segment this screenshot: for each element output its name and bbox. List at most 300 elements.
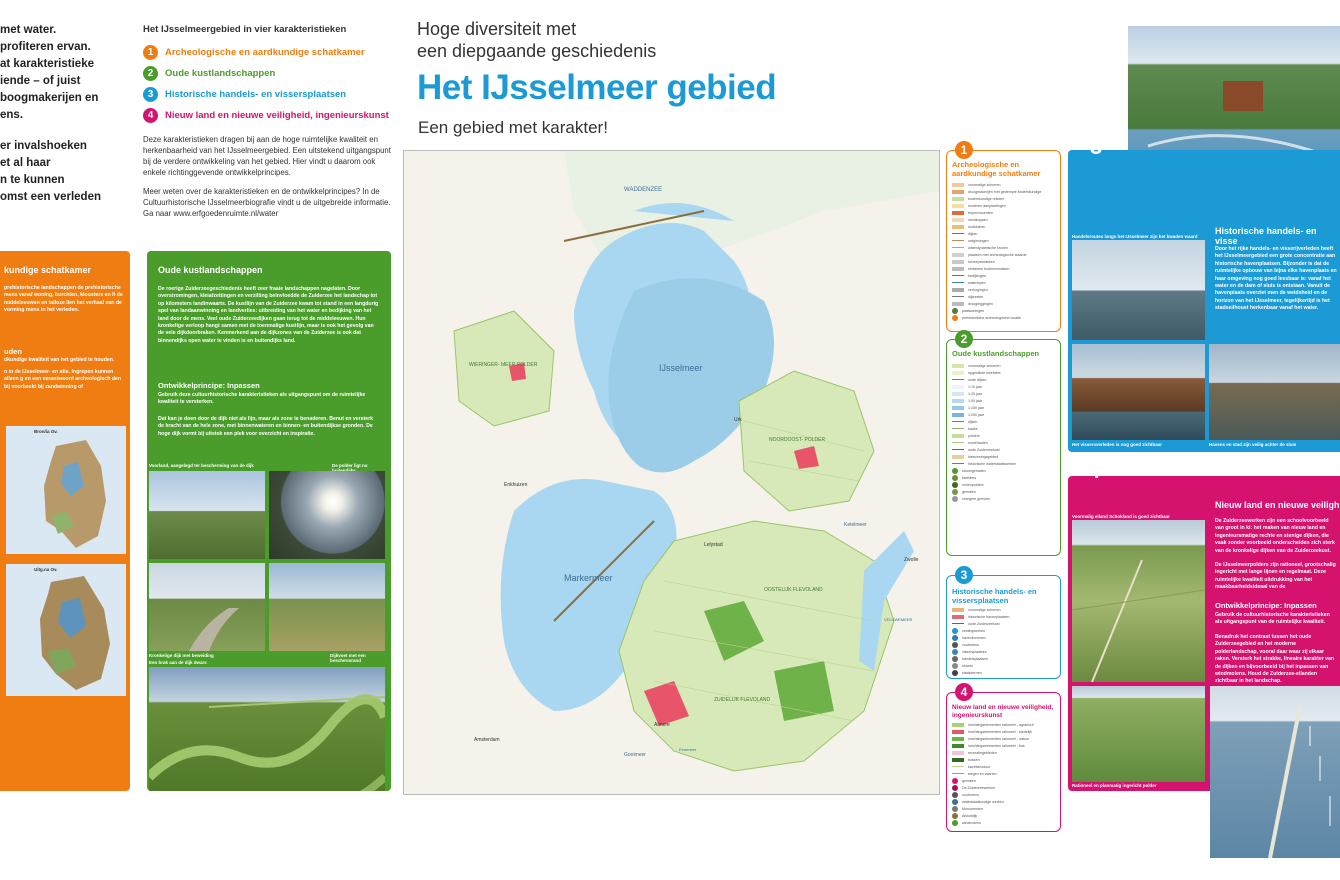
legend-row [952, 404, 1016, 411]
legend-label: gemalen [962, 489, 976, 494]
characteristics-list [143, 42, 393, 126]
legend-label: bossen [968, 757, 980, 762]
map-label: IJsselmeer [659, 363, 703, 373]
legend-title: Archeologische en aardkundige schatkamer [952, 160, 1041, 178]
legend-swatch [952, 379, 964, 380]
legend-row [952, 300, 1041, 307]
legend-swatch [952, 663, 958, 669]
legend-label: vroegere grenzen [962, 496, 991, 501]
legend-row [952, 195, 1041, 202]
legend-rows [952, 181, 1041, 321]
legend-row [952, 669, 1010, 676]
legend-row [952, 272, 1041, 279]
legend-label: 1:10 jaar [968, 384, 982, 389]
legend-row [952, 286, 1041, 293]
number-badge: 2 [143, 66, 158, 81]
legend-swatch [952, 449, 964, 450]
legend-label: prehistorische archeologische locatie [962, 315, 1021, 320]
characteristic-label: Oude kustlandschappen [165, 68, 276, 79]
legend-row [952, 279, 1041, 286]
legend-row [952, 620, 1010, 627]
legend-swatch [952, 190, 964, 194]
legend-swatch [952, 806, 958, 812]
legend-label: waterlopen [968, 280, 986, 285]
legend-label: voormalige schorren [968, 607, 1001, 612]
legend-swatch [952, 247, 964, 248]
legend-new-land [946, 685, 1061, 832]
legend-row [952, 791, 1034, 798]
legend-row [952, 202, 1041, 209]
legend-row [952, 749, 1034, 756]
legend-label: vuurtorens [962, 642, 979, 647]
legend-row [952, 460, 1016, 467]
legend-swatch [952, 468, 958, 474]
photo-harbour-1 [1072, 240, 1205, 340]
map-label: WIERINGER- MEER POLDER [469, 362, 538, 368]
number-badge: 3 [143, 87, 158, 102]
legend-row [952, 376, 1016, 383]
historic-map-2 [6, 564, 126, 696]
photo-polder [269, 471, 385, 559]
legend-swatch [952, 730, 964, 734]
legend-row [952, 662, 1010, 669]
legend-label: waterdynamische kronen [968, 245, 1008, 250]
legend-swatch [952, 482, 958, 488]
legend-swatch [952, 296, 964, 297]
legend-swatch [952, 758, 964, 762]
legend-swatch [952, 744, 964, 748]
characteristic-label: Archeologische en aardkundige schatkamer [165, 47, 365, 58]
legend-label: oude dijken [968, 377, 987, 382]
legend-label: historische havenplaatsen [968, 614, 1010, 619]
characteristic-item-2 [143, 63, 393, 84]
map-label: Amsterdam [474, 737, 500, 743]
legend-swatch [952, 364, 964, 368]
characteristic-label: Historische handels- en vissersplaatsen [165, 89, 347, 100]
legend-label: scheepswrakken [968, 259, 995, 264]
legend-row [952, 735, 1034, 742]
legend-label: Monumenten [962, 806, 983, 811]
legend-label: molenpolders [962, 482, 984, 487]
historic-map-1 [6, 426, 126, 554]
legend-row [952, 613, 1010, 620]
legend-label: dijken [968, 419, 978, 424]
legend-label: oude Zuiderzeekust [968, 447, 1000, 452]
photo-caption: Havens en stad zijn veilig achter de sluis [1209, 442, 1297, 447]
legend-label: vuurtorens [962, 792, 979, 797]
photo-polder-aerial [1072, 686, 1205, 782]
legend-row [952, 812, 1034, 819]
intro-line: omst een verleden [0, 191, 101, 203]
map-caption: Uitg.na Ov. [34, 567, 58, 572]
legend-label: wegen en vaarten [968, 771, 997, 776]
photo-harbour-3 [1209, 344, 1340, 440]
photo-caption: Kronkelige dijk met beweiding [149, 653, 214, 658]
legend-row [952, 655, 1010, 662]
map-label: Gooimeer [624, 752, 646, 758]
panel-text: prehistorische landschappen de prehistorische mens vanaf woning, burchten, kloosters en lt de middeleeuwen en talloze llen het verhaal van de vorming mens in het verleden. [4, 285, 123, 314]
photo-caption: Voormalig eiland Schokland is goed zichtbaar [1072, 514, 1170, 519]
legend-title: Historische handels- en vissersplaatsen [952, 587, 1037, 605]
map-svg [404, 151, 939, 794]
legend-swatch [952, 628, 958, 634]
panel-harbours [1068, 150, 1340, 452]
legend-swatch [952, 288, 964, 292]
characteristics-heading: Het IJsselmeergebied in vier karakteristieken [143, 24, 347, 35]
legend-swatch [952, 399, 964, 403]
characteristic-item-4 [143, 105, 393, 126]
map-label: ZUIDELIJK FLEVOLAND [714, 697, 771, 703]
legend-row [952, 721, 1034, 728]
legend-label: stoomgemalen [962, 468, 986, 473]
legend-swatch [952, 315, 958, 321]
panel-text: De Zuiderzeewerken zijn een schoolvoorbeeld van groot in ki: het maken van nieuw land en ingenieursmatige rechte en stenige dijken, die vaak zonder voorbeeld onderscheiden zich sterk van de kronkelige dijken van de Zuiderzeekust. [1215, 518, 1335, 554]
characteristic-item-1 [143, 42, 393, 63]
legend-row [952, 439, 1016, 446]
photo-caption: Dijkvoet met een beschermrand [330, 653, 366, 663]
legend-row [952, 627, 1010, 634]
legend-swatch [952, 218, 964, 222]
photo-caption: Het vissersverleden is nog goed zichtbaar [1072, 442, 1163, 447]
intro-line: met water. [0, 24, 57, 36]
legend-label: inrichtingselementen rationeel - natuur [968, 736, 1030, 741]
legend-swatch [952, 211, 964, 215]
legend-label: dijken [968, 231, 978, 236]
legend-row [952, 798, 1034, 805]
legend-label: plaatsen met archeologische waarde [968, 252, 1027, 257]
legend-label: vissersplaatsen [962, 649, 987, 654]
photo-dike-foot [269, 563, 385, 651]
map-label: Almere [654, 722, 670, 728]
legend-row [952, 770, 1034, 777]
map-label: Enkhuizen [504, 482, 528, 488]
intro-line: iende – of juist [0, 75, 81, 87]
photo-afsluitdijk [1210, 686, 1340, 858]
legend-label: droogmakerijen met gedempte bodemkundige [968, 189, 1042, 194]
legend-harbours [946, 568, 1061, 679]
legend-row [952, 606, 1010, 613]
panel-title: kundige schatkamer [4, 265, 92, 275]
legend-row [952, 474, 1016, 481]
legend-row [952, 369, 1016, 376]
legend-swatch [952, 428, 964, 429]
photo-dike [149, 563, 265, 651]
legend-swatch [952, 455, 964, 459]
map-label: Lelystad [704, 542, 723, 548]
subtitle-line: een diepgaande geschiedenis [417, 41, 657, 61]
paragraph: Deze karakteristieken dragen bij aan de hoge ruimtelijke kwaliteit en herkenbaarheid van het IJsselmeergebied. Een uitstekend uitgangspunt bij de verdere ontwikkeling van het gebied. Hier vindt u daarom ook enkele richtinggevende ontwikkelprincipes. [143, 135, 391, 177]
legend-label: inrichtingselementen rationeel - bos [968, 743, 1025, 748]
map-label: WADDENZEE [624, 187, 663, 193]
legend-label: havenkommen [962, 635, 986, 640]
legend-swatch [952, 183, 964, 187]
legend-label: De Zuiderzeewerken [962, 785, 996, 790]
legend-rows [952, 362, 1016, 502]
legend-swatch [952, 308, 958, 314]
legend-label: oude Zuiderzeekust [968, 621, 1000, 626]
intro-line: ens. [0, 109, 24, 121]
legend-row [952, 641, 1010, 648]
legend-label: 1:250 jaar [968, 412, 984, 417]
legend-label: droogleggingen [968, 301, 993, 306]
number-badge: 1 [143, 45, 158, 60]
panel-subtext: n in de IJsselmeer- en atie. Ingrepen kunnen alleen g en een verantwoord archeologisch den bij voorbeeld bij zandwinning of [4, 369, 122, 390]
legend-row [952, 763, 1034, 770]
characteristics-paragraphs [143, 134, 393, 227]
map-label: VELUWEMEER [884, 617, 913, 622]
legend-number: 3 [955, 566, 973, 584]
legend-row [952, 488, 1016, 495]
intro-line: er invalshoeken [0, 140, 87, 152]
legend-swatch [952, 275, 964, 276]
legend-label: paalwoningen [962, 308, 985, 313]
legend-label: recreatiegebieden [968, 750, 997, 755]
legend-swatch [952, 608, 964, 612]
legend-label: opgeslibde kwelders [968, 370, 1001, 375]
legend-row [952, 805, 1034, 812]
legend-row [952, 383, 1016, 390]
panel-coastal [147, 251, 391, 791]
legend-label: zandkoppen [968, 217, 988, 222]
legend-row [952, 634, 1010, 641]
map-label: Eemmeer [679, 747, 697, 752]
legend-coastal [946, 332, 1061, 556]
legend-number: 2 [955, 330, 973, 348]
legend-row [952, 237, 1041, 244]
legend-swatch [952, 792, 958, 798]
legend-row [952, 390, 1016, 397]
legend-row [952, 230, 1041, 237]
legend-row [952, 223, 1041, 230]
photo-caption: Handelsroutes langs het IJsselmeer zijn het kwaden waard [1072, 234, 1198, 239]
legend-swatch [952, 670, 958, 676]
map-label: Urk [734, 417, 742, 423]
legend-label: vestingwerken [962, 628, 985, 633]
panel-text: De IJsselmeerpolders zijn rationeel, grootschalig ingericht met lange lijnen en regelmaat. Deze ruimtelijke kwaliteit uitdrukking van het maakbaarheidsideaal van de [1215, 562, 1336, 591]
legend-row [952, 397, 1016, 404]
panel-title: Historische handels- en visse [1215, 226, 1317, 246]
intro-text [0, 22, 130, 220]
legend-swatch [952, 489, 958, 495]
legend-swatch [952, 615, 964, 619]
legend-row [952, 742, 1034, 749]
legend-row [952, 244, 1041, 251]
panel-subheading: uden [4, 347, 22, 356]
legend-swatch [952, 267, 964, 271]
legend-row [952, 362, 1016, 369]
panel-title: Nieuw land en nieuwe veiligh [1215, 500, 1340, 510]
legend-archeology [946, 143, 1061, 332]
legend-row [952, 307, 1041, 314]
legend-swatch [952, 204, 964, 208]
legend-swatch [952, 737, 964, 741]
legend-row [952, 411, 1016, 418]
legend-swatch [952, 385, 964, 389]
legend-label: kades [968, 426, 978, 431]
legend-label: historische waterstaatswerken [968, 461, 1017, 466]
legend-swatch [952, 421, 964, 422]
subtitle-line: Hoge diversiteit met [417, 19, 577, 39]
panel-number: 3 [1090, 134, 1103, 159]
legend-swatch [952, 406, 964, 410]
map-label: Ketelmeer [844, 522, 867, 528]
legend-label: kavelstructuur [968, 764, 991, 769]
legend-label: inrichtingselementen rationeel - stedelijk [968, 729, 1032, 734]
intro-line: profiteren ervan. [0, 41, 91, 53]
legend-row [952, 446, 1016, 453]
legend-label: verhogingen [968, 287, 988, 292]
intro-line: at karakteristieke [0, 58, 94, 70]
legend-label: 1:25 jaar [968, 391, 982, 396]
legend-label: 1:100 jaar [968, 405, 984, 410]
panel-subtext: Gebruik de cultuurhistorische karakteristieken als uitgangspunt van de ruimtelijke kwaliteit. [1215, 612, 1330, 626]
legend-swatch [952, 773, 964, 774]
legend-label: stadskernen [962, 670, 982, 675]
legend-row [952, 728, 1034, 735]
legend-label: moderne aanplantingen [968, 203, 1006, 208]
panel-subtext: dkundige kwaliteit van het gebied te houden. [4, 357, 115, 363]
legend-row [952, 495, 1016, 502]
legend-label: voormalige schorren [968, 363, 1001, 368]
legend-swatch [952, 434, 964, 438]
legend-swatch [952, 233, 964, 234]
legend-label: kwelders [962, 475, 977, 480]
panel-archeology [0, 251, 130, 791]
legend-swatch [952, 635, 958, 641]
legend-rows [952, 606, 1010, 676]
panel-subtext: Gebruik deze cultuurhistorische karakteristieken als uitgangspunt om de ruimtelijke kwaliteit te versterken. [158, 392, 366, 406]
legend-swatch [952, 240, 964, 241]
legend-row [952, 181, 1041, 188]
legend-row [952, 265, 1041, 272]
panel-title: Oude kustlandschappen [158, 265, 263, 275]
photo-aerial-dike [149, 667, 385, 791]
legend-row [952, 819, 1034, 826]
legend-swatch [952, 392, 964, 396]
legend-swatch [952, 413, 964, 417]
legend-label: handelsplaatsen [962, 656, 989, 661]
legend-rows [952, 721, 1034, 826]
panel-subtext: Dat kan je doen door de dijk niet als lijn, maar als zone te benaderen. Benut en versterk de kracht van de hele zone, met binnenwateren en binnen- en buitendijkse gronden. De hoge dijk vormt bij uitstek een plek voor overzicht en inspiratie. [158, 416, 374, 437]
photo-caption: Voorland, aangelegd ter bescherming van de dijk [149, 463, 254, 468]
panel-subheading: Ontwikkelprincipe: Inpassen [158, 381, 260, 390]
legend-swatch [952, 723, 964, 727]
legend-row [952, 188, 1041, 195]
intro-line: et al haar [0, 157, 51, 169]
legend-label: voormalige schorren [968, 182, 1001, 187]
page-title: Het IJsselmeer gebied [417, 68, 777, 107]
legend-swatch [952, 649, 958, 655]
legend-swatch [952, 302, 964, 306]
panel-subtext: Benadruk het contrast tussen het oude Zuiderzeegebied en het moderne polderlandschap, vooral daar waar zij elkaar raken. Versterk het strakke, lineaire karakter van de dijken en bijvoorbeeld bij het inpassen van windmolens. Houd de Zuiderzee-eilanden zichtbaar in het landschap. [1215, 634, 1335, 685]
legend-label: sluizen [962, 663, 974, 668]
legend-label: bedijkingen [968, 273, 987, 278]
legend-label: kleiwinningsgebied [968, 454, 999, 459]
legend-swatch [952, 253, 964, 257]
photo-caption: Rationeel en planmatig ingericht polder [1072, 783, 1157, 788]
legend-swatch [952, 799, 958, 805]
subtitle-top [417, 18, 656, 62]
legend-swatch [952, 260, 964, 264]
legend-swatch [952, 642, 958, 648]
legend-row [952, 251, 1041, 258]
legend-row [952, 293, 1041, 300]
legend-swatch [952, 475, 958, 481]
legend-swatch [952, 463, 964, 464]
legend-number: 4 [955, 683, 973, 701]
legend-swatch [952, 623, 964, 624]
legend-label: dijkresten [968, 294, 984, 299]
legend-row [952, 425, 1016, 432]
legend-swatch [952, 496, 958, 502]
legend-swatch [952, 197, 964, 201]
map-label: Zwolle [904, 557, 919, 563]
legend-row [952, 453, 1016, 460]
legend-row [952, 777, 1034, 784]
legend-swatch [952, 225, 964, 229]
legend-label: 1:50 jaar [968, 398, 982, 403]
legend-swatch [952, 766, 964, 767]
legend-row [952, 467, 1016, 474]
page-subtitle: Een gebied met karakter! [418, 118, 608, 137]
legend-swatch [952, 785, 958, 791]
legend-row [952, 209, 1041, 216]
legend-label: gemalen [962, 778, 976, 783]
legend-swatch [952, 442, 964, 443]
legend-title: Oude kustlandschappen [952, 349, 1040, 358]
photo-caption: De polder ligt nu [332, 463, 368, 468]
legend-label: zomerkaden [968, 440, 988, 445]
legend-label: bodemkundige relicten [968, 196, 1005, 201]
legend-label: Afsluitdijk [962, 813, 978, 818]
legend-number: 1 [955, 141, 973, 159]
legend-swatch [952, 813, 958, 819]
legend-label: stuifduinen [968, 224, 986, 229]
panel-text: Door het rijke handels- en visserijverleden heeft het IJsselmeergebied een grote concentratie aan historische havenplaatsen. Bijzonder is dat de ruimtelijke opbouw van bijna elke havenplaats en haar omgeving nog goed leesbaar is: vanaf het water en de dam of sluis is ontstaan. Vanuit de havenplaats overziet men de weidsheid en de horizon van het IJsselmeer, tegelijkertijd is het stadssilhouet herkenbaar vanaf het water. [1215, 246, 1337, 312]
map-caption: Bron/ia Ov. [34, 429, 58, 434]
number-badge: 4 [143, 108, 158, 123]
legend-label: terpen/woerden [968, 210, 993, 215]
panel-number: 4 [1088, 458, 1101, 483]
legend-row [952, 784, 1034, 791]
legend-row [952, 481, 1016, 488]
map[interactable] [403, 150, 940, 795]
characteristic-label: Nieuw land en nieuwe veiligheid, ingenieurskunst [165, 110, 389, 121]
paragraph: Meer weten over de karakteristieken en de ontwikkelprincipes? In de Cultuurhistorische IJsselmeerbiografie vindt u de uitgebreide informatie. Ga naar www.erfgoedenruimte.nl/water [143, 187, 391, 218]
intro-line: n te kunnen [0, 174, 65, 186]
legend-swatch [952, 751, 964, 755]
legend-label: inrichtingselementen rationeel - agrarisch [968, 722, 1034, 727]
photo-foreland [149, 471, 265, 559]
panel-subheading: Ontwikkelprincipe: Inpassen [1215, 601, 1317, 610]
legend-swatch [952, 656, 958, 662]
legend-row [952, 418, 1016, 425]
legend-label: windmolens [962, 820, 981, 825]
legend-label: ontginningen [968, 238, 989, 243]
legend-swatch [952, 282, 964, 283]
legend-row [952, 756, 1034, 763]
map-label: OOSTELIJK FLEVOLAND [764, 587, 823, 593]
legend-row [952, 648, 1010, 655]
photo-harbour-2 [1072, 344, 1205, 440]
legend-label: restanten bodemvondsten [968, 266, 1010, 271]
legend-swatch [952, 820, 958, 826]
legend-row [952, 432, 1016, 439]
legend-label: polders [968, 433, 980, 438]
legend-row [952, 216, 1041, 223]
legend-swatch [952, 778, 958, 784]
characteristic-item-3 [143, 84, 393, 105]
